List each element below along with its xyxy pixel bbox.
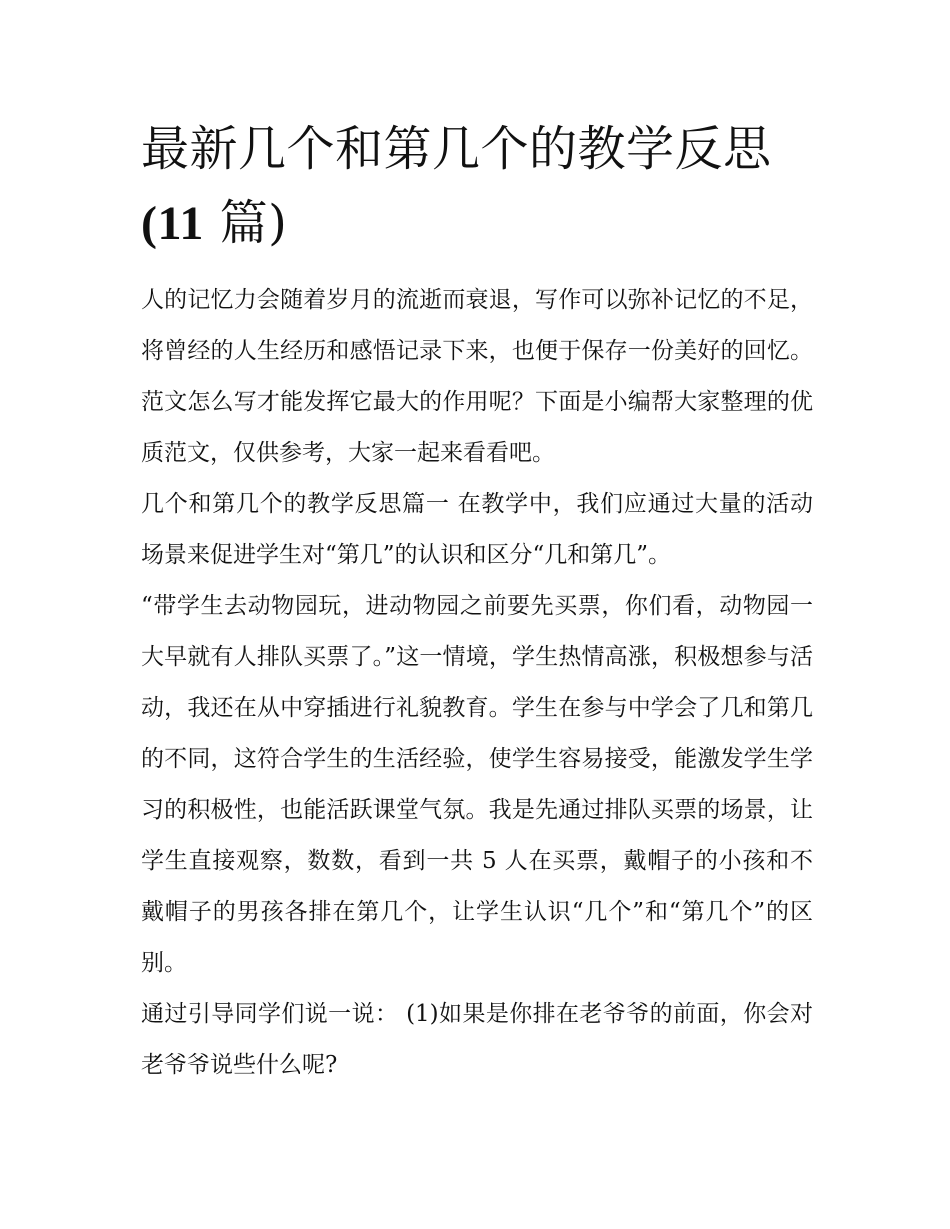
paragraph-zoo-scenario: “带学生去动物园玩，进动物园之前要先买票，你们看，动物园一大早就有人排队买票了。”这一情境，学生热情高涨，积极想参与活动，我还在从中穿插进行礼貌教育。学生在参与中学会了几和第几的不同，这符合学生的生活经验，使学生容易接受，能激发学生学习的积极性，也能活跃课堂气氛。我是先通过排队买票的场景，让学生直接观察，数数，看到一共 5 人在买票，戴帽子的小孩和不戴帽子的男孩各排在第几个，让学生认识“几个”和“第几个”的区别。 [141,593,813,976]
document-title [141,112,821,261]
document-body [141,275,813,1091]
title-line-1: 最新几个和第几个的教学反思 [141,121,772,177]
paragraph-guidance: 通过引导同学们说一说： (1)如果是你排在老爷爷的前面，你会对老爷爷说些什么呢? [141,1001,813,1078]
paragraph-intro: 人的记忆力会随着岁月的流逝而衰退，写作可以弥补记忆的不足，将曾经的人生经历和感悟记录下来，也便于保存一份美好的回忆。范文怎么写才能发挥它最大的作用呢？下面是小编帮大家整理的优质范文，仅供参考，大家一起来看看吧。 [141,287,813,466]
paragraph-section-one: 几个和第几个的教学反思篇一 在教学中，我们应通过大量的活动场景来促进学生对“第几”的认识和区分“几和第几”。 [141,491,813,568]
title-count-suffix: 篇) [203,195,288,251]
title-count: (11 [141,197,204,250]
